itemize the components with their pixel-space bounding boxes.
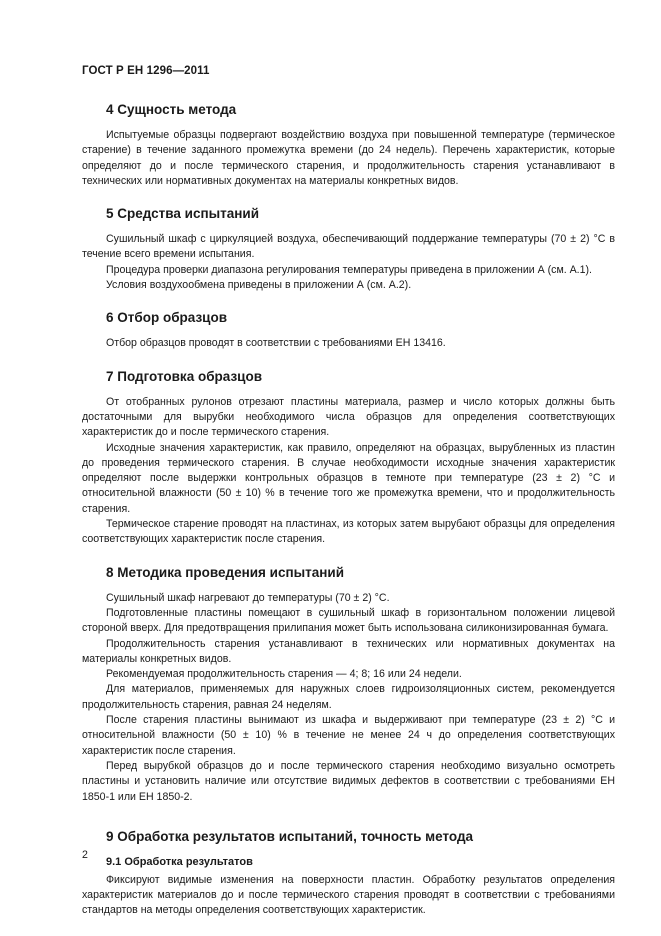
section-heading: 5 Средства испытаний (106, 206, 260, 222)
section-heading: 9 Обработка результатов испытаний, точность метода (106, 828, 474, 844)
paragraph: Сушильный шкаф нагревают до температуры (70 ± 2) °С. (106, 591, 390, 604)
section-9 (82, 829, 615, 919)
section-heading: 7 Подготовка образцов (106, 368, 263, 384)
section-8 (82, 565, 615, 805)
subsection-heading: 9.1 Обработка результатов (106, 855, 253, 868)
section-heading: 6 Отбор образцов (106, 310, 228, 326)
paragraph: Сушильный шкаф с циркуляцией воздуха, обеспечивающий поддержание температуры (70 ± 2) °С в течение всего времени испытания. (82, 233, 615, 261)
paragraph: Перед вырубкой образцов до и после термического старения необходимо визуально осмотреть пластины и установить наличие или отсутствие видимых дефектов в соответствии с требованиями ЕН 1850-1 или ЕН 1850-2. (82, 759, 615, 803)
paragraph: Отбор образцов проводят в соответствии с требованиями ЕН 13416. (106, 337, 446, 350)
paragraph: Исходные значения характеристик, как правило, определяют на образцах, вырубленных из пластин до проведения термического старения. В случае необходимости исходные значения характеристик определяют после выдержки контрольных образцов в темноте при температуре (23 ± 2) °С и относительной влажности (50 ± 10) % в течение того же промежутка времени, что и продолжительность старения. (82, 441, 615, 515)
paragraph: Испытуемые образцы подвергают воздействию воздуха при повышенной температуре (термическое старение) в течение заданного промежутка времени (до 24 недель). Перечень характеристик, которые определяют до и после термического старения, и продолжительность старения устанавливают в технических или нормативных документах на материалы конкретных видов. (82, 129, 615, 187)
paragraph: От отобранных рулонов отрезают пластины материала, размер и число которых должны быть достаточными для вырубки необходимого числа образцов для определения соответствующих характеристик до и после термического старения. (82, 395, 615, 439)
section-heading: 4 Сущность метода (106, 102, 237, 117)
section-7 (82, 369, 615, 548)
paragraph: Термическое старение проводят на пластинах, из которых затем вырубают образцы для определения соответствующих характеристик после старения. (82, 518, 615, 546)
page-number: 2 (82, 849, 88, 861)
document-header: ГОСТ Р ЕН 1296—2011 (82, 65, 210, 77)
section-6 (82, 310, 615, 351)
section-4 (82, 102, 615, 189)
document-page (82, 65, 615, 936)
paragraph: Для материалов, применяемых для наружных слоев гидроизоляционных систем, рекомендуется продолжительность старения, равная 24 неделям. (82, 683, 615, 711)
paragraph: Рекомендуемая продолжительность старения — 4; 8; 16 или 24 недели. (106, 668, 462, 681)
paragraph: После старения пластины вынимают из шкафа и выдерживают при температуре (23 ± 2) °С и относительной влажности (50 ± 10) % в течение не менее 24 ч до определения соответствующих характеристик после старения. (82, 714, 615, 757)
paragraph: Условия воздухообмена приведены в приложении А (см. А.2). (106, 279, 412, 292)
section-5 (82, 206, 615, 293)
section-heading: 8 Методика проведения испытаний (106, 564, 345, 580)
paragraph: Процедура проверки диапазона регулирования температуры приведена в приложении А (см. А.1). (106, 263, 592, 276)
paragraph: Фиксируют видимые изменения на поверхности пластин. Обработку результатов определения характеристик материалов до и после термического старения проводят в соответствии с требованиями стандартов на методы определения соответствующих характеристик. (82, 873, 615, 917)
paragraph: Подготовленные пластины помещают в сушильный шкаф в горизонтальном положении лицевой стороной вверх. Для предотвращения прилипания может быть использована силиконизированная бумага. (82, 606, 615, 635)
paragraph: Продолжительность старения устанавливают в технических или нормативных документах на материалы конкретных видов. (82, 637, 615, 665)
